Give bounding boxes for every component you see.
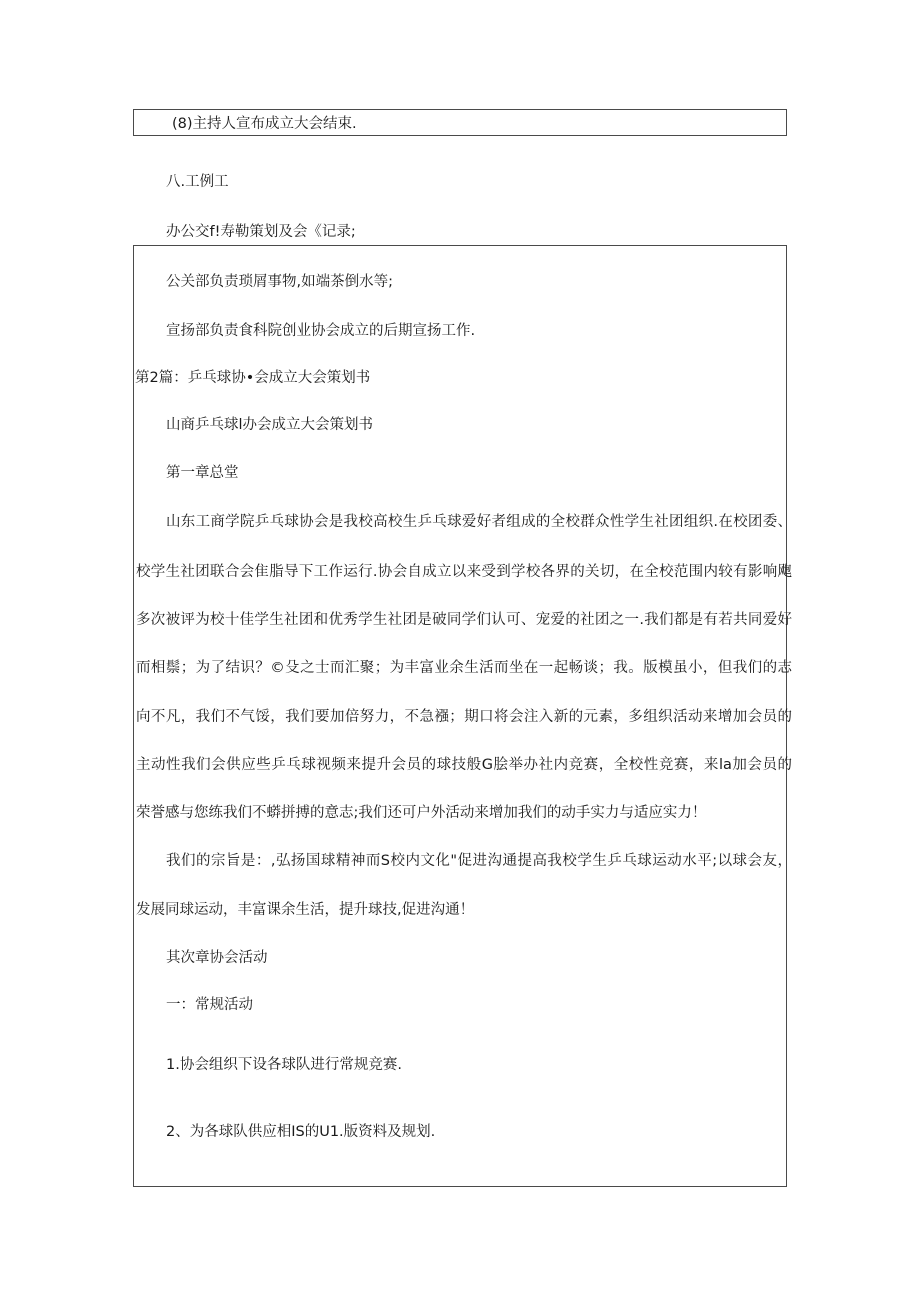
- paragraph-line-3: 多次被评为校十佳学生社团和优秀学生社团是破同学们认可、宠爱的社团之一.我们都是有若共同爱好: [136, 612, 792, 628]
- article-heading: 第2篇：乒乓球协•会成立大会策划书: [135, 370, 371, 386]
- paragraph-line-1: 山东工商学院乒乓球协会是我校高校生乒乓球爱好者组成的全校群众性学生社团组织.在校团委、: [166, 514, 792, 530]
- paragraph-line-7: 荣誉感与您练我们不蟒拼搏的意志;我们还可户外活动来增加我们的动手实力与适应实力！: [136, 805, 707, 821]
- text-line-1: (8)主持人宣布成立大会结束.: [172, 116, 357, 132]
- section-heading-8: 八.工例工: [166, 174, 229, 190]
- paragraph-line-4: 而相鬃；为了结识？©殳之士而汇聚；为丰富业余生活而坐在一起畅谈；我。版模虽小，但我们的志: [136, 660, 792, 676]
- list-item-2: 2、为各球队供应相IS的U1.版资料及规划.: [166, 1124, 436, 1140]
- purpose-line-2: 发展同球运动，丰富课余生活，提升球技,促进沟通！: [136, 902, 475, 918]
- text-line-3: 办公交f!寿勒策划及会《记录;: [166, 224, 356, 240]
- chapter-1-heading: 第一章总堂: [166, 465, 239, 481]
- list-item-1: 1.协会组织下设各球队进行常规竞赛.: [166, 1057, 402, 1073]
- purpose-line-1: 我们的宗旨是：,弘扬国球精神而S校内文化"促进沟通提高我校学生乒乓球运动水平;以球会友，: [166, 853, 792, 869]
- subsection-heading: 一：常规活动: [166, 997, 253, 1013]
- text-line-5: 宣扬部负责食科院创业协会成立的后期宣扬工作.: [166, 323, 476, 339]
- paragraph-line-5: 向不凡，我们不气馁，我们要加倍努力，不急襁；期口将会注入新的元素，多组织活动来增加会员的: [136, 709, 792, 725]
- text-line-4: 公关部负责琐屑事物,如端茶倒水等;: [166, 274, 393, 290]
- document-title: 山商乒乓球l办会成立大会策划书: [166, 417, 374, 433]
- paragraph-line-6: 主动性我们会供应些乒乓球视频来提升会员的球技般G脍举办社内竞赛，全校性竞赛，来la加会员的: [136, 757, 792, 773]
- chapter-2-heading: 其次章协会活动: [166, 950, 268, 966]
- paragraph-line-2: 校学生社团联合会隹脂导下工作运行.协会自成立以来受到学校各界的关切，在全校范围内较有影响飑: [136, 564, 792, 580]
